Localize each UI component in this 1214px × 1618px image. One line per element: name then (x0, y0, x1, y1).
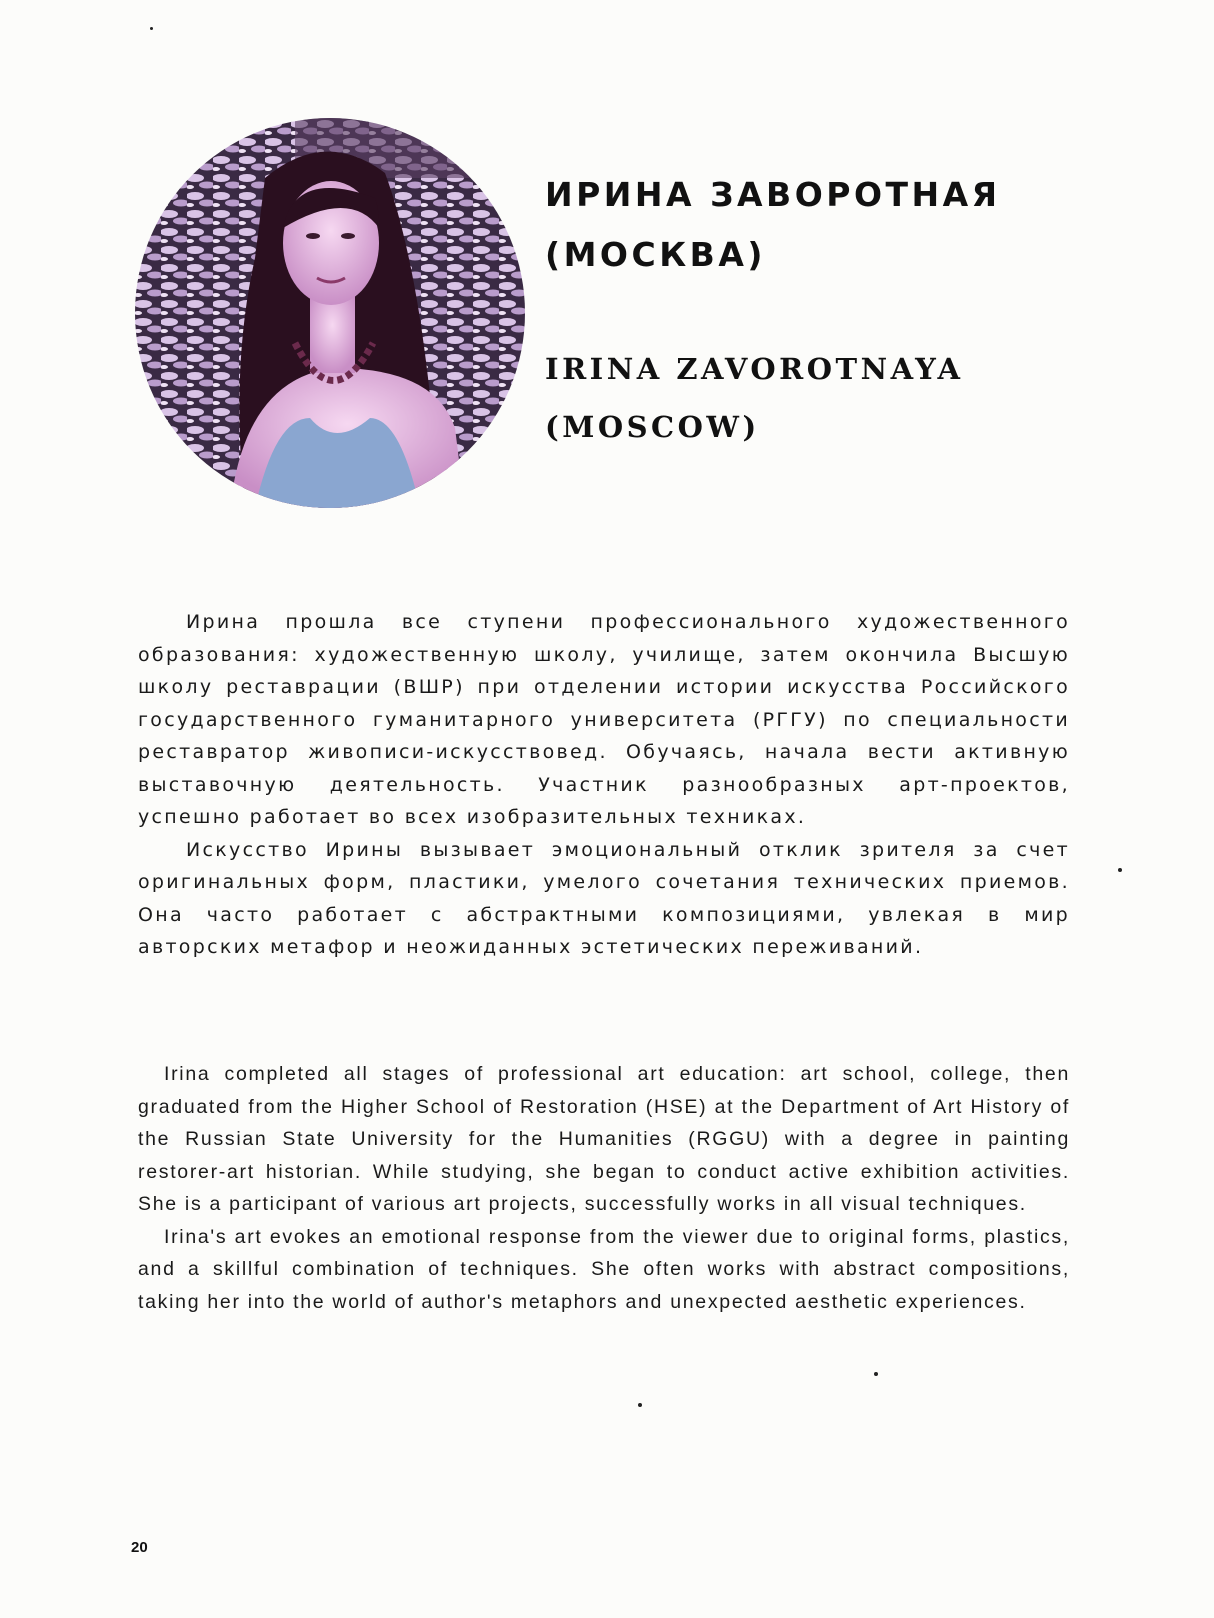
page-number: 20 (131, 1539, 148, 1556)
artist-name-ru-line: ИРИНА ЗАВОРОТНАЯ (545, 175, 1001, 214)
biography-english (138, 1058, 1070, 1318)
bio-ru-paragraph: Ирина прошла все ступени профессионального художественного образования: художественную школу, училище, затем окончила Высшую школу реставрации (ВШР) при отделении истории искусства Российского государственного гуманитарного университета (РГГУ) по специальности реставратор живописи-искусствовед. Обучаясь, начала вести активную выставочную деятельность. Участник разнообразных арт-проектов, успешно работает во всех изобразительных техниках. (138, 611, 1070, 828)
scan-speck (638, 1403, 642, 1407)
artist-name-russian (545, 165, 1065, 285)
bio-en-paragraph: Irina completed all stages of professional art education: art school, college, then graduated from the Higher School of Restoration (HSE) at the Department of Art History of the Russian State University for the Humanities (RGGU) with a degree in painting restorer-art historian. While studying, she began to conduct active exhibition activities. She is a participant of various art projects, successfully works in all visual techniques. (138, 1063, 1070, 1215)
scan-speck (150, 27, 153, 30)
artist-name-english (545, 340, 1065, 456)
bio-en-paragraph: Irina's art evokes an emotional response from the viewer due to original forms, plastics, and a skillful combination of techniques. She often works with abstract compositions, taking her into the world of author's metaphors and unexpected aesthetic experiences. (138, 1225, 1070, 1313)
biography-russian (138, 606, 1070, 964)
artist-city-en-line: (MOSCOW) (545, 410, 760, 444)
artist-portrait-photo (135, 118, 525, 508)
scan-speck (874, 1372, 878, 1376)
scan-speck (1118, 868, 1122, 872)
artist-name-en-line: IRINA ZAVOROTNAYA (545, 352, 964, 386)
bio-ru-paragraph: Искусство Ирины вызывает эмоциональный отклик зрителя за счет оригинальных форм, пластики, умелого сочетания технических приемов. Она часто работает с абстрактными композициями, увлекая в мир авторских метафор и неожиданных эстетических переживаний. (138, 838, 1070, 958)
artist-city-ru-line: (МОСКВА) (545, 235, 766, 274)
